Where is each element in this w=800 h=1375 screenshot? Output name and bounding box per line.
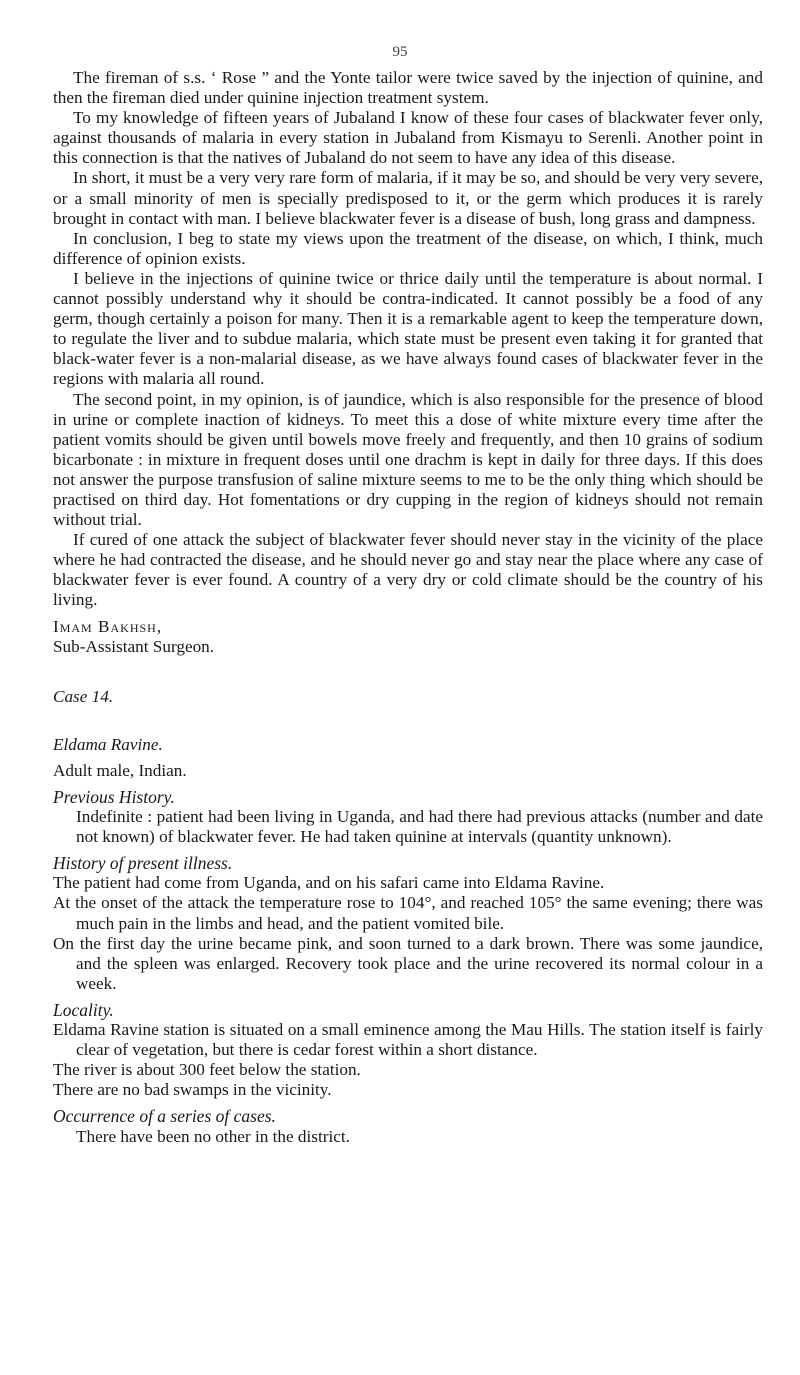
signature-author: Imam Bakhsh,	[53, 616, 163, 636]
present-illness-line: The patient had come from Uganda, and on his safari came into Eldama Ravine.	[53, 873, 605, 893]
heading-present-illness: History of present illness.	[53, 853, 233, 874]
case-patient: Adult male, Indian.	[53, 760, 187, 780]
locality-line: Eldama Ravine station is situated on a small eminence among the Mau Hills. The station itself is fairly clear of vegetation, but there is cedar forest within a short distance.	[53, 1020, 763, 1060]
locality-line: The river is about 300 feet below the station.	[53, 1060, 361, 1080]
paragraph-jubaland: To my knowledge of fifteen years of Jubaland I know of these four cases of blackwater fever only, against thousands of malaria in every station in Jubaland from Kismayu to Serenli. Another point in this connection is that the natives of Jubaland do not seem to have any idea of this disease.	[53, 108, 763, 168]
case-title: Case 14.	[53, 686, 114, 706]
paragraph-jaundice: The second point, in my opinion, is of jaundice, which is also responsible for the presence of blood in urine or complete inaction of kidneys. To meet this a dose of white mixture every time after the patient vomits should be given until bowels move freely and frequently, and then 10 grains of sodium bicarbonate : in mixture in frequent doses until one drachm is kept in daily for three days. If this does not answer the purpose transfusion of saline mixture seems to me to be the only thing which should be practised on third day. Hot fomentations or dry cupping in the region of kidneys should not remain without trial.	[53, 389, 763, 530]
locality-line: There are no bad swamps in the vicinity.	[53, 1080, 332, 1100]
paragraph-quinine-injections: I believe in the injections of quinine twice or thrice daily until the temperature is about normal. I cannot possibly understand why it should be contra-indicated. It cannot possibly be a food of any germ, though certainly a poison for many. Then it is a remarkable agent to keep the temperature down, to regulate the liver and to subdue malaria, which state must be present even taking it for granted that black-water fever is a non-malarial disease, as we have always found cases of blackwater fever in the regions with malaria all round.	[53, 268, 763, 389]
paragraph-in-short: In short, it must be a very very rare form of malaria, if it may be so, and should be very very severe, or a small minority of men is specially predisposed to it, or the germ which produces it is rarely brought in contact with man. I believe blackwater fever is a disease of bush, long grass and dampness.	[53, 168, 763, 228]
paragraph-fireman: The fireman of s.s. ‘ Rose ” and the Yonte tailor were twice saved by the injection of quinine, and then the fireman died under quinine injection treatment system.	[53, 68, 763, 108]
occurrence-text: There have been no other in the district.	[76, 1126, 350, 1146]
paragraph-conclusion: In conclusion, I beg to state my views upon the treatment of the disease, on which, I think, much difference of opinion exists.	[53, 228, 763, 268]
signature-name	[53, 617, 763, 637]
page-number: 95	[392, 44, 408, 60]
case-place: Eldama Ravine.	[53, 734, 163, 754]
paragraph-if-cured: If cured of one attack the subject of blackwater fever should never stay in the vicinity of the place where he had contracted the disease, and he should never go and stay near the place where any case of blackwater fever is ever found. A country of a very dry or cold climate should be the country of his living.	[53, 530, 763, 610]
present-illness-line: On the first day the urine became pink, and soon turned to a dark brown. There was some jaundice, and the spleen was enlarged. Recovery took place and the urine recovered its normal colour in a week.	[53, 933, 763, 993]
signature-title: Sub-Assistant Surgeon.	[53, 636, 215, 656]
heading-previous-history: Previous History.	[53, 787, 175, 807]
previous-history-text: Indefinite : patient had been living in Uganda, and had there had previous attacks (number and date not known) of blackwater fever. He had taken quinine at intervals (quantity unknown).	[76, 807, 763, 847]
heading-locality: Locality.	[53, 999, 114, 1020]
page-body	[53, 68, 763, 1147]
present-illness-line: At the onset of the attack the temperature rose to 104°, and reached 105° the same evening; there was much pain in the limbs and head, and the patient vomited bile.	[53, 893, 763, 933]
heading-occurrence: Occurrence of a series of cases.	[53, 1106, 276, 1127]
